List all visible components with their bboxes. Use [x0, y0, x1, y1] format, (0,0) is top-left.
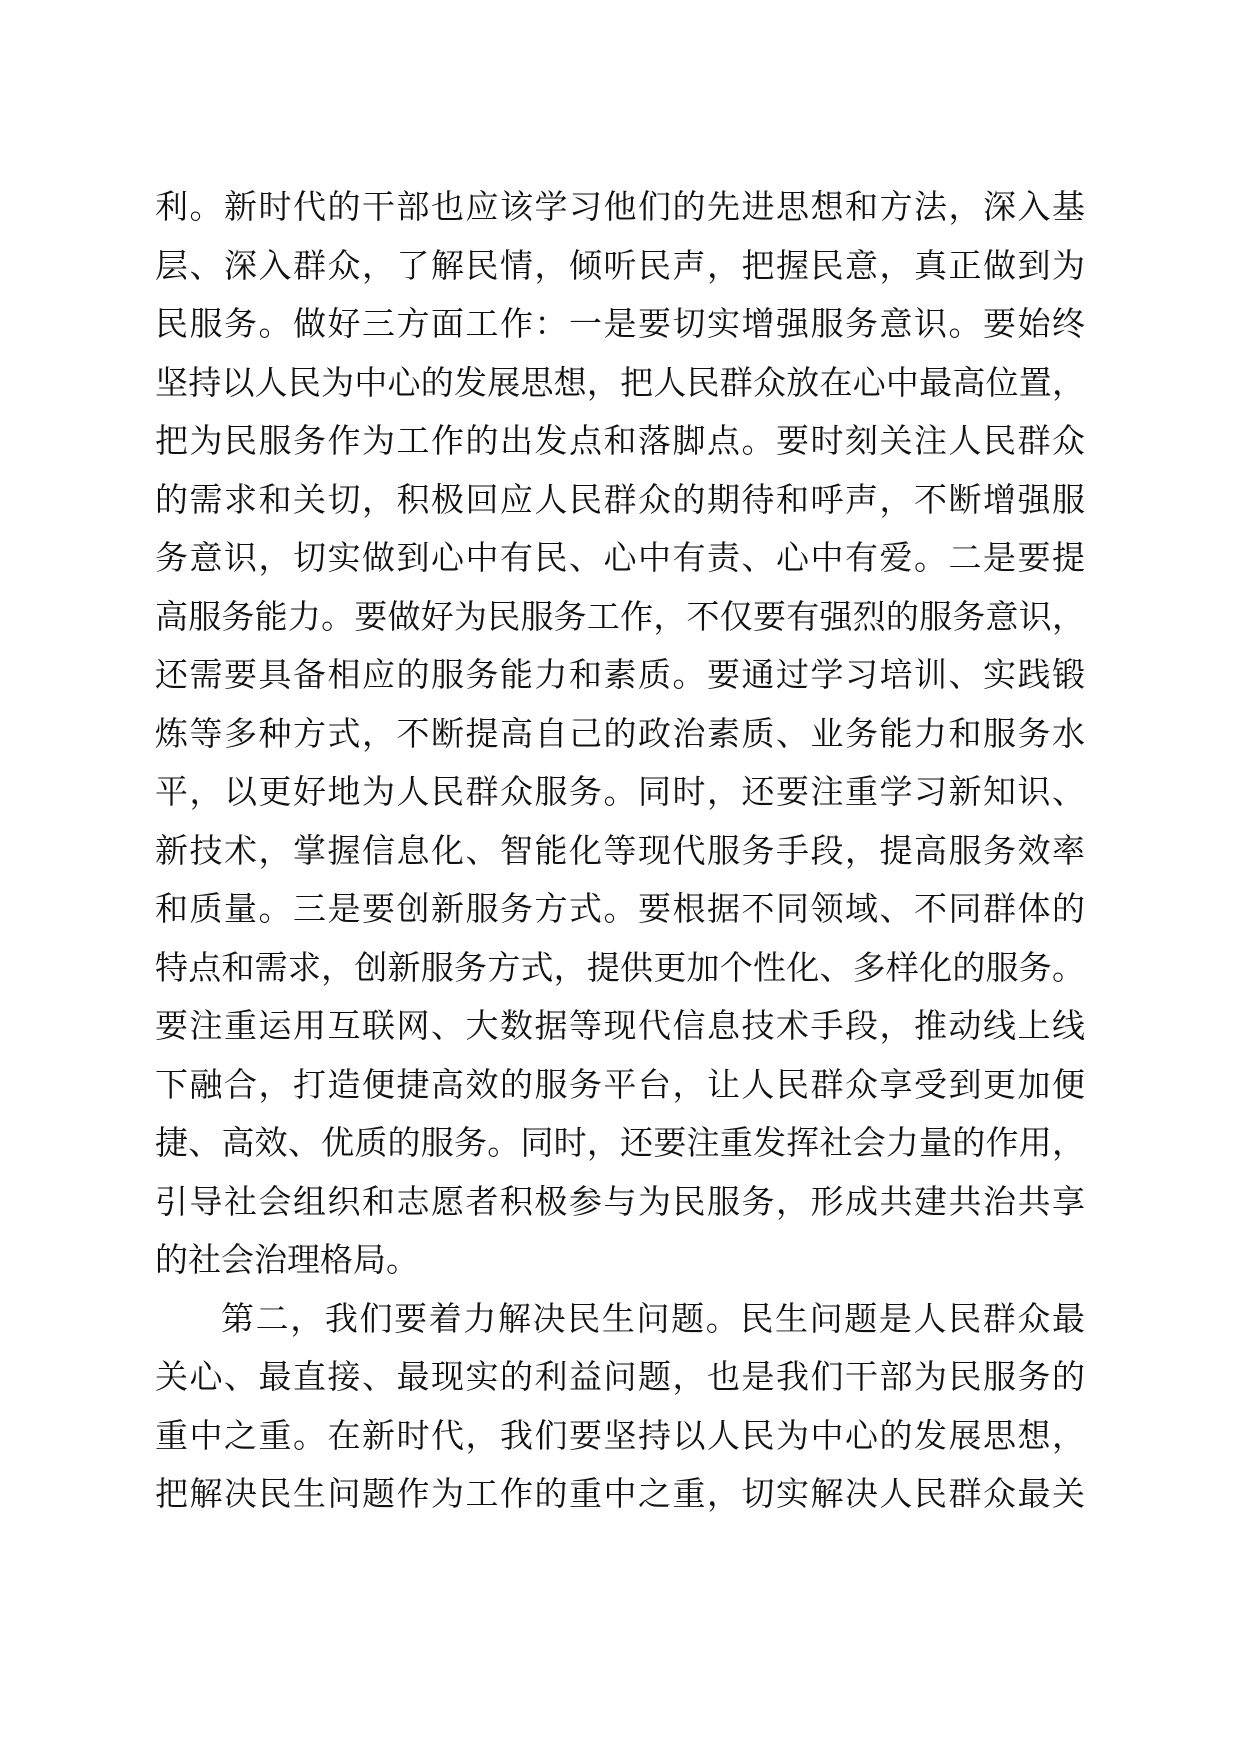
- text-line: 引导社会组织和志愿者积极参与为民服务，形成共建共治共享: [155, 1181, 1085, 1221]
- paragraph-2: [155, 1290, 1085, 1524]
- text-line: 还需要具备相应的服务能力和素质。要通过学习培训、实践锻: [155, 655, 1085, 694]
- text-line: 捷、高效、优质的服务。同时，还要注重发挥社会力量的作用，: [155, 1123, 1085, 1162]
- text-line: 的需求和关切，积极回应人民群众的期待和呼声，不断增强服: [155, 479, 1085, 519]
- text-line: 和质量。三是要创新服务方式。要根据不同领域、不同群体的: [155, 889, 1085, 928]
- text-line: 特点和需求，创新服务方式，提供更加个性化、多样化的服务。: [155, 947, 1085, 987]
- text-line: 把解决民生问题作为工作的重中之重，切实解决人民群众最关: [155, 1474, 1085, 1513]
- body-text: [155, 178, 1085, 1524]
- text-line: 新技术，掌握信息化、智能化等现代服务手段，提高服务效率: [155, 830, 1085, 870]
- text-line: 坚持以人民为中心的发展思想，把人民群众放在心中最高位置，: [155, 362, 1085, 402]
- paragraph-1: [155, 178, 1085, 1290]
- text-line: 关心、最直接、最现实的利益问题，也是我们干部为民服务的: [155, 1357, 1085, 1396]
- text-line: 第二，我们要着力解决民生问题。民生问题是人民群众最: [221, 1298, 1085, 1338]
- text-line: 要注重运用互联网、大数据等现代信息技术手段，推动线上线: [155, 1006, 1085, 1045]
- text-line: 重中之重。在新时代，我们要坚持以人民为中心的发展思想，: [155, 1415, 1085, 1455]
- text-line: 的社会治理格局。: [155, 1240, 419, 1279]
- text-line: 下融合，打造便捷高效的服务平台，让人民群众享受到更加便: [155, 1064, 1085, 1104]
- text-line: 利。新时代的干部也应该学习他们的先进思想和方法，深入基: [155, 187, 1085, 226]
- text-line: 务意识，切实做到心中有民、心中有责、心中有爱。二是要提: [155, 538, 1085, 577]
- text-line: 层、深入群众，了解民情，倾听民声，把握民意，真正做到为: [155, 245, 1085, 285]
- text-line: 平，以更好地为人民群众服务。同时，还要注重学习新知识、: [155, 772, 1085, 811]
- text-line: 民服务。做好三方面工作：一是要切实增强服务意识。要始终: [155, 304, 1085, 343]
- text-line: 高服务能力。要做好为民服务工作，不仅要有强烈的服务意识，: [155, 596, 1085, 636]
- text-line: 把为民服务作为工作的出发点和落脚点。要时刻关注人民群众: [155, 421, 1085, 460]
- text-line: 炼等多种方式，不断提高自己的政治素质、业务能力和服务水: [155, 713, 1085, 753]
